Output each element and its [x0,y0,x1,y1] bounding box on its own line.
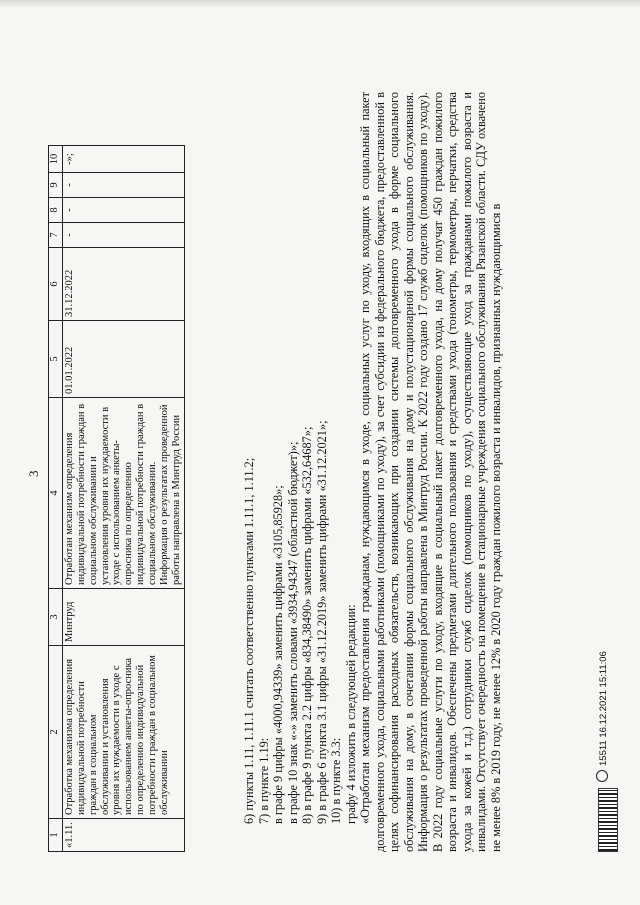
activity-table [48,145,185,852]
amendment-line: 6) пункты 1.11, 1.11.1 считать соответственно пунктами 1.11.1, 1.11.2; [242,457,256,824]
row-activity: Отработка механизма определения индивидуальной потребности граждан в социальном обслуживании и установления уровня их нуждаемости в уходе с использованием анкеты-опросника по определению индивидуальной потребности граждан в социальном обслуживании [63,646,185,819]
table-row [63,146,185,852]
scan-edge [0,0,640,8]
row-number: «1.11. [63,819,185,852]
amendment-paragraph: «Отработан механизм предоставления гражданам, нуждающимся в уходе, социальных услуг по уходу, входящих в социальный пакет долговременного ухода, социальными работниками (помощниками по уходу), за счет субсидии из федерального бюджета, предоставленной в целях софинансирования расходных обязательств, возникающих при создании системы долговременного ухода в форме социального обслуживания на дому, в сочетании формы социального обслуживания на дому и полустационарной формы социального обслуживания. Информация о результатах проведенной работы направлена в Минтруд России. К 2022 году создано 17 служб сиделок (помощников по уходу). В 2022 году социальные услуги по уходу, входящие в социальный пакет долговременного ухода, на дому получат 450 граждан пожилого возраста и инвалидов. Обеспечены предметами длительного пользования и средствами ухода (тонометры, термометры, перчатки, средства ухода за кожей и т.д.) сотрудники служб сиделок (помощников по уходу), осуществляющие уход за гражданами пожилого возраста и инвалидами. Отсутствует очередность на помещение в стационарные учреждения социального обслуживания Рязанской области. СДУ охвачено не менее 8% в 2019 году, не менее 12% в 2020 году граждан пожилого возраста и инвалидов, признанных нуждающимися в [358,92,503,852]
amendment-line: графу 4 изложить в следующей редакции: [343,604,358,824]
stamp-logo-icon [596,770,608,782]
row-responsible: Минтруд [63,589,185,646]
document-footer [592,552,618,852]
registration-stamp [596,651,609,782]
row-start-date: 01.01.2022 [63,321,185,398]
col-header-4: 4 [49,398,63,589]
amendment-line: в графе 10 знак «-» заменить словами «3934,94347 (областной бюджет)»; [285,441,300,824]
amendment-line: 9) в графе 6 пункта 3.1 цифры «31.12.2019» заменить цифрами «31.12.2021»; [314,420,329,824]
col-header-10: 10 [49,146,63,173]
amendment-line: 8) в графе 9 пункта 2.2 цифры «834,38490» заменить цифрами «532,64687»; [300,426,314,824]
row-col7: - [63,223,185,248]
amendment-line: 10) в пункте 3.3: [329,737,343,824]
row-col8: - [63,198,185,223]
col-header-6: 6 [49,248,63,321]
col-header-7: 7 [49,223,63,248]
row-col9: - [63,173,185,198]
row-col10: -»; [63,146,185,173]
amendment-line: 7) в пункте 1.19: [256,737,271,824]
col-header-9: 9 [49,173,63,198]
barcode-icon [598,788,618,852]
col-header-5: 5 [49,321,63,398]
stamp-text: 15511 16.12.2021 15:11:06 [598,651,609,766]
rotated-content [20,12,620,892]
col-header-1: 1 [49,819,63,852]
row-result: Отработан механизм определения индивидуальной потребности граждан в социальном обслуживании и установления уровня их нуждаемости в уходе с использованием анкеты-опросника по определению индивидуальной потребности граждан в социальном обслуживании. Информация о результатах проведенной работы направлена в Минтруд России [63,398,185,589]
col-header-3: 3 [49,589,63,646]
col-header-8: 8 [49,198,63,223]
page-number: 3 [26,470,41,477]
amendment-text [242,92,503,852]
amendment-line: в графе 9 цифры «4000,94339» заменить цифрами «3105,85928»; [271,485,285,824]
row-end-date: 31.12.2022 [63,248,185,321]
col-header-2: 2 [49,646,63,819]
table-header-row [49,146,63,852]
